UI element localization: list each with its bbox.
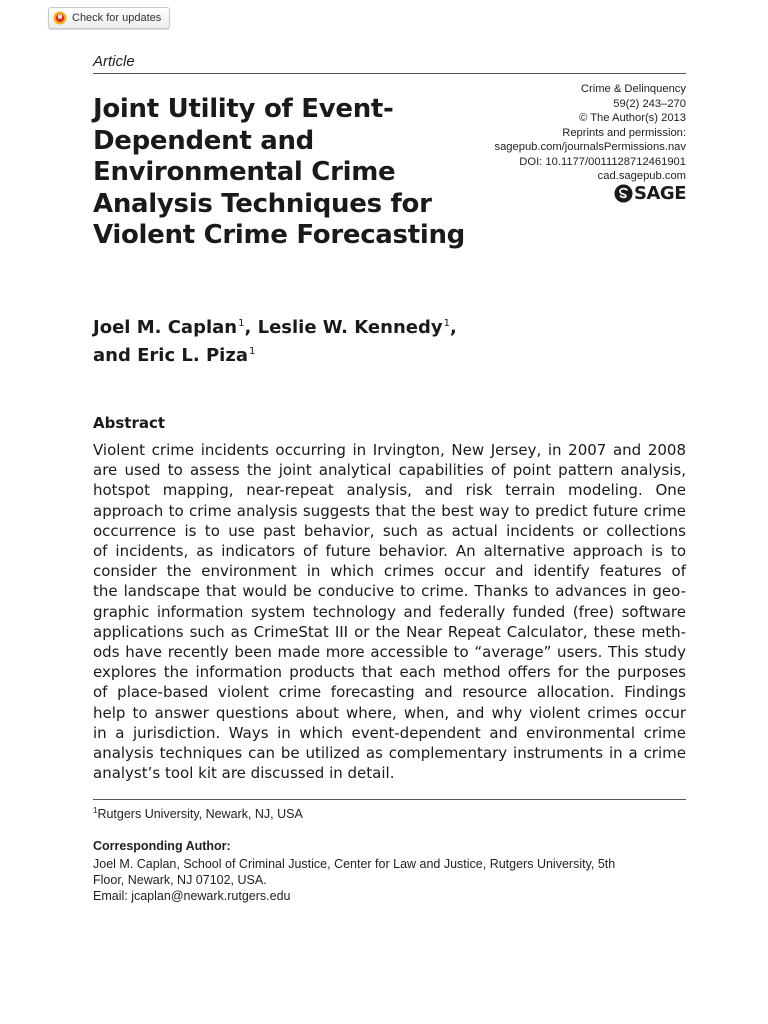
author-separator: , (244, 317, 258, 338)
title-line: Joint Utility of Event- (93, 94, 394, 124)
abstract-line: in a jurisdiction. Ways in which event-dependent and environmental crime (93, 723, 686, 742)
author-name[interactable]: Eric L. Piza (137, 345, 248, 366)
affiliation-marker: 1 (238, 318, 245, 329)
permissions-link[interactable]: sagepub.com/journalsPermissions.nav (494, 141, 686, 153)
abstract-line: analyst’s tool kit are discussed in detail. (93, 764, 395, 783)
corresponding-author-heading: Corresponding Author: (93, 839, 231, 853)
abstract-line: ods have recently been made more accessible to “average” users. This study (93, 643, 686, 662)
abstract-heading: Abstract (93, 414, 166, 432)
sage-logo-icon (614, 184, 633, 203)
journal-volume: 59(2) 243–270 (613, 97, 686, 110)
author-name[interactable]: Leslie W. Kennedy (257, 317, 443, 338)
author-line (93, 340, 457, 368)
article-type-label: Article (93, 53, 135, 70)
author-conjunction: and (93, 345, 138, 366)
article-title (93, 94, 493, 252)
abstract-line: hotspot mapping, near-repeat analysis, and risk terrain modeling. One (93, 481, 686, 500)
copyright-notice: © The Author(s) 2013 (579, 112, 686, 124)
check-for-updates-button[interactable] (48, 7, 170, 29)
corresponding-email[interactable]: Email: jcaplan@newark.rutgers.edu (93, 889, 291, 903)
check-for-updates-icon (53, 11, 67, 25)
abstract-line: graphic information system technology and federally funded (free) software (93, 602, 686, 621)
affiliation-text: Rutgers University, Newark, NJ, USA (97, 807, 303, 821)
affiliation-footnote (93, 806, 303, 821)
abstract-line: the landscape that would be conducive to crime. Thanks to advances in geo- (93, 582, 686, 601)
abstract-line: are used to assess the joint analytical capabilities of point pattern analysis, (93, 461, 686, 480)
abstract-line: explores the information products that each method offers for the purposes (93, 663, 686, 682)
journal-metadata (494, 82, 686, 184)
footnote-divider (93, 799, 686, 800)
author-separator: , (449, 317, 457, 338)
abstract-line: Violent crime incidents occurring in Irvington, New Jersey, in 2007 and 2008 (93, 441, 686, 459)
header-divider (93, 73, 686, 74)
check-for-updates-label: Check for updates (72, 12, 162, 24)
author-line (93, 312, 457, 340)
abstract-line: consider the environment in which crimes occur and identify features of (93, 562, 686, 581)
author-list (93, 312, 457, 368)
affiliation-marker: 1 (93, 806, 98, 815)
abstract-body (93, 440, 686, 783)
abstract-line: analysis techniques can be utilized as complementary instruments in a crime (93, 744, 686, 763)
title-line: Environmental Crime (93, 157, 396, 187)
corresponding-address-line: Joel M. Caplan, School of Criminal Justice, Center for Law and Justice, Rutgers University, 5th (93, 857, 616, 871)
abstract-line: of incidents, as indicators of future behavior. An alternative approach is to (93, 542, 686, 561)
title-line: Dependent and (93, 125, 314, 156)
title-line: Analysis Techniques for (93, 188, 432, 219)
affiliation-marker: 1 (443, 318, 450, 329)
author-name[interactable]: Joel M. Caplan (93, 317, 238, 338)
title-line: Violent Crime Forecasting (93, 220, 465, 250)
corresponding-address-line: Floor, Newark, NJ 07102, USA. (93, 873, 267, 887)
abstract-line: applications such as CrimeStat III or the Near Repeat Calculator, these meth- (93, 622, 686, 641)
doi-text[interactable]: DOI: 10.1177/0011128712461901 (519, 155, 686, 168)
abstract-line: occurrence is to use past behavior, such as actual incidents or collections (93, 521, 686, 540)
reprints-label: Reprints and permission: (562, 126, 686, 139)
corresponding-author-details (93, 856, 693, 904)
abstract-line: approach to crime analysis suggests that the best way to predict future crime (93, 501, 686, 520)
abstract-line: help to answer questions about where, when, and why violent crimes occur (93, 703, 686, 722)
sage-logo (614, 182, 686, 204)
journal-url[interactable]: cad.sagepub.com (597, 170, 686, 182)
abstract-line: of place-based violent crime forecasting and resource allocation. Findings (93, 683, 686, 702)
affiliation-marker: 1 (248, 346, 256, 357)
sage-wordmark: SAGE (634, 182, 686, 204)
journal-name: Crime & Delinquency (580, 83, 686, 95)
